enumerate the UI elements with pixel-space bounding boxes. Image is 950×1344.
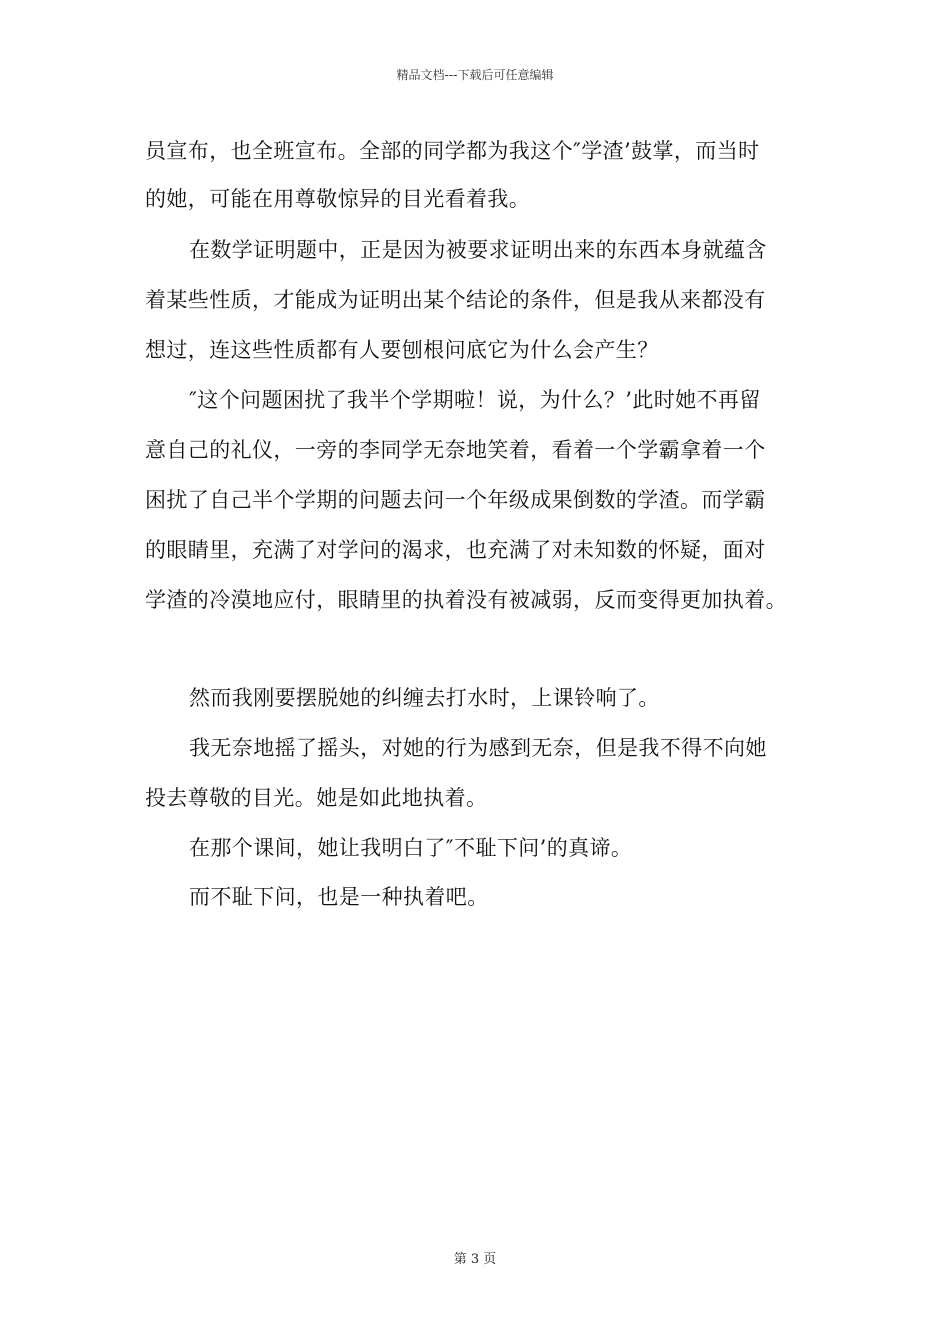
text-line: 投去尊敬的目光。她是如此地执着。 — [145, 786, 488, 810]
text-line: 而不耻下问，也是一种执着吧。 — [189, 885, 489, 909]
page-number: 第 3 页 — [453, 1252, 497, 1267]
text-line: 困扰了自己半个学期的问题去问一个年级成果倒数的学渣。而学霸 — [145, 488, 766, 512]
text-line: 学渣的冷漠地应付，眼睛里的执着没有被减弱，反而变得更加执着。 — [145, 588, 787, 612]
text-line: 着某些性质，才能成为证明出某个结论的条件，但是我从来都没有 — [145, 288, 766, 312]
text-line: 在那个课间，她让我明白了″不耻下问’的真谛。 — [189, 836, 633, 860]
text-line: 我无奈地摇了摇头，对她的行为感到无奈，但是我不得不向她 — [189, 736, 767, 760]
text-line: 想过，连这些性质都有人要刨根问底它为什么会产生？ — [145, 338, 659, 362]
text-line: 然而我刚要摆脱她的纠缠去打水时，上课铃响了。 — [189, 686, 660, 710]
text-line: 在数学证明题中，正是因为被要求证明出来的东西本身就蕴含 — [189, 238, 767, 262]
text-line: 的眼睛里，充满了对学问的渴求，也充满了对未知数的怀疑，面对 — [145, 538, 766, 562]
page-header: 精品文档---下载后可任意编辑 — [396, 68, 554, 82]
text-line: 的她，可能在用尊敬惊异的目光看着我。 — [145, 187, 531, 211]
text-line: ″这个问题困扰了我半个学期啦！说，为什么？’此时她不再留 — [189, 388, 761, 412]
text-line: 员宣布，也全班宣布。全部的同学都为我这个″学渣’鼓掌，而当时 — [145, 139, 760, 163]
text-line: 意自己的礼仪，一旁的李同学无奈地笑着，看着一个学霸拿着一个 — [145, 438, 766, 462]
